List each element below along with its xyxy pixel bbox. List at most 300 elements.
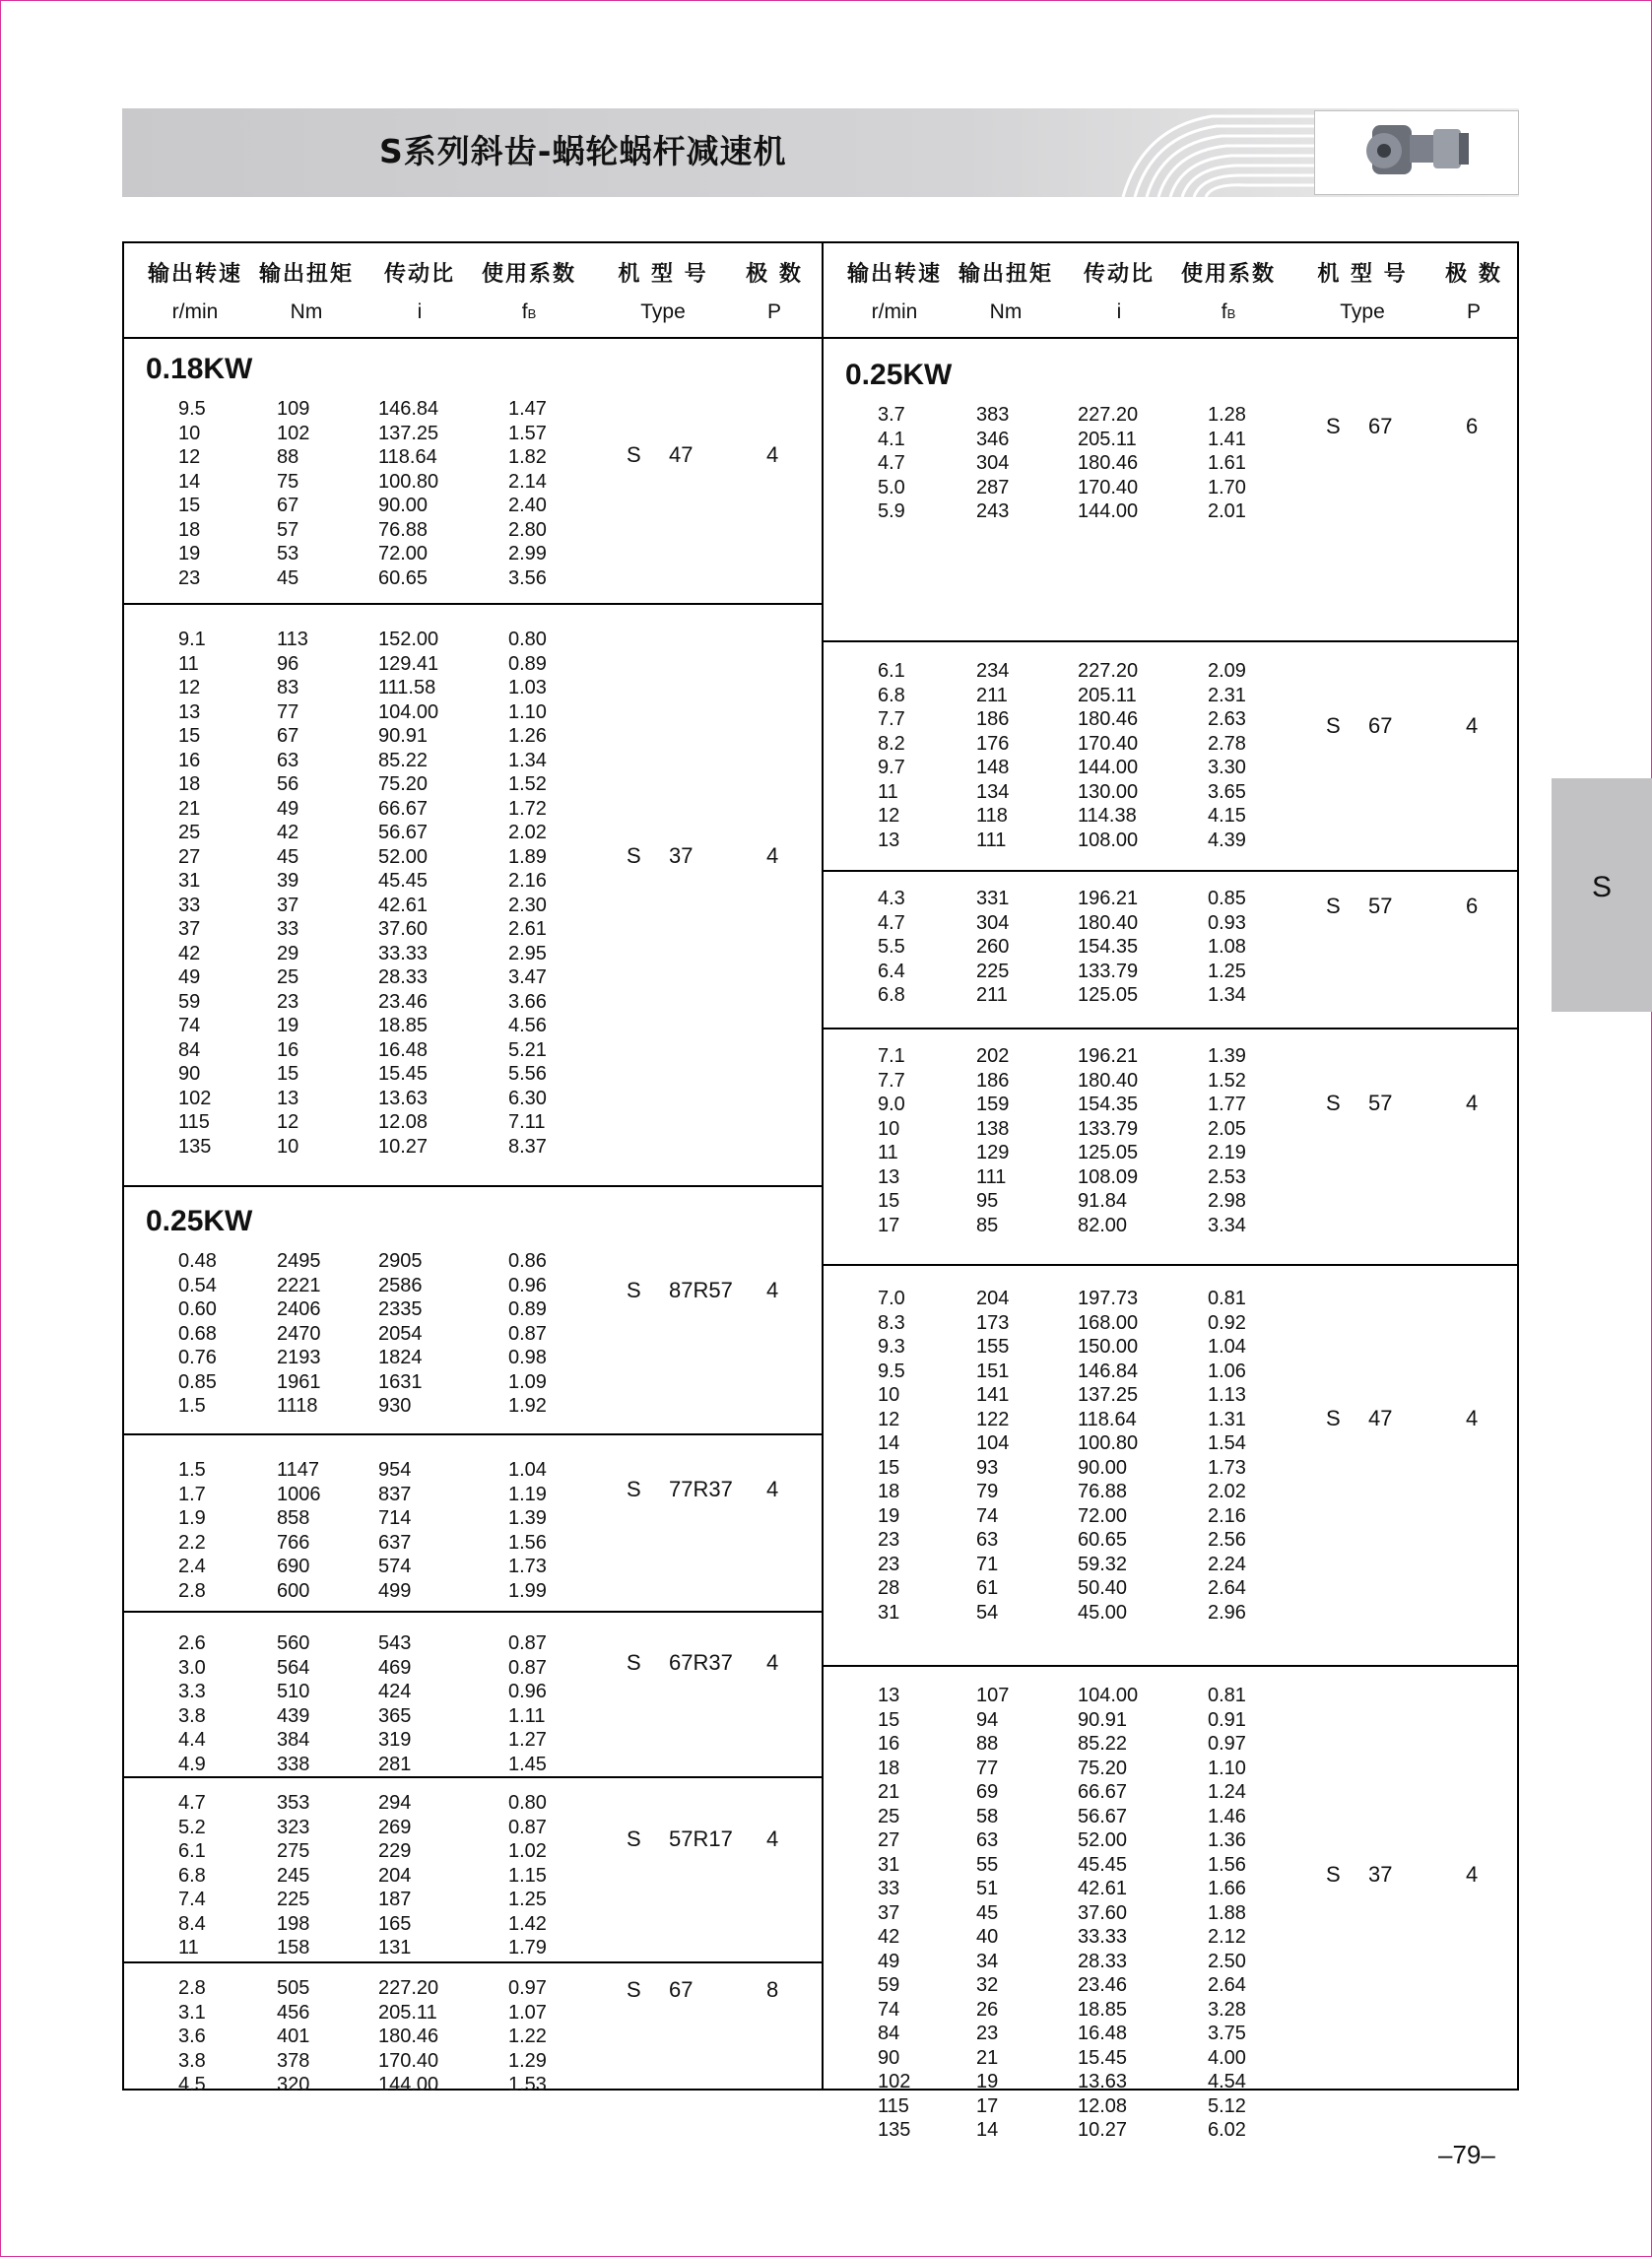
table-row [824,660,1519,685]
torque-value: 51 [976,1878,999,1899]
service-factor-value: 0.92 [1208,1311,1246,1334]
ratio-value: 133.79 [1078,960,1139,982]
service-factor-value: 1.70 [1208,476,1246,498]
service-factor-value: 3.75 [1208,2023,1246,2044]
table-row [124,2050,822,2075]
column-header-en: Type [1340,300,1385,323]
torque-value: 104 [976,1432,1010,1454]
table-row [824,2095,1519,2120]
table-row [824,429,1519,453]
speed-value: 23 [178,566,201,589]
torque-value: 141 [976,1384,1010,1406]
service-factor-value: 1.99 [508,1579,547,1602]
column-header-cn: 传动比 [383,262,455,287]
torque-value: 113 [277,629,308,650]
service-factor-value: 2.40 [508,495,547,516]
service-factor-value: 1.10 [1208,1757,1246,1779]
table-row [824,2119,1519,2144]
ratio-value: 90.00 [1078,1456,1128,1479]
speed-value: 27 [178,845,201,868]
service-factor-value: 1.26 [508,725,547,747]
service-factor-value: 1.46 [1208,1805,1246,1827]
speed-value: 15 [178,495,201,516]
table-row [124,918,822,943]
service-factor-value: 1.73 [1208,1456,1246,1479]
table-row [824,733,1519,758]
table-row [124,773,822,798]
speed-value: 8.3 [878,1311,905,1334]
speed-value: 0.48 [178,1250,217,1272]
speed-value: 12 [178,446,201,468]
column-header-en: r/min [171,300,219,323]
service-factor-value: 7.11 [508,1111,546,1133]
speed-value: 2.2 [178,1531,206,1554]
ratio-value: 144.00 [1078,757,1139,778]
model-series: S [1326,414,1341,438]
speed-value: 6.4 [878,960,905,982]
service-factor-value: 1.29 [508,2049,547,2072]
service-factor-value: 2.99 [508,543,547,564]
ratio-value: 424 [378,1681,412,1702]
table-row [824,1432,1519,1457]
column-header-cn: 极 数 [1445,262,1502,287]
service-factor-value: 1.66 [1208,1878,1246,1899]
torque-value: 304 [976,911,1010,934]
torque-value: 211 [976,984,1008,1006]
torque-value: 564 [277,1656,310,1679]
service-factor-value: 0.93 [1208,911,1246,934]
speed-value: 7.4 [178,1889,206,1910]
torque-value: 15 [277,1063,299,1085]
speed-value: 27 [878,1829,900,1851]
service-factor-value: 6.02 [1208,2119,1246,2141]
table-row [824,1361,1519,1385]
ratio-value: 90.91 [378,725,429,747]
torque-value: 88 [277,446,299,468]
model-size: 37 [1368,1862,1393,1887]
torque-value: 34 [976,1950,999,1972]
ratio-value: 281 [378,1753,412,1775]
ratio-value: 2586 [378,1274,423,1296]
speed-value: 1.7 [178,1483,206,1505]
torque-value: 338 [277,1753,310,1775]
torque-value: 186 [976,1069,1010,1092]
torque-value: 2406 [277,1298,321,1320]
column-header-cn: 输出扭矩 [958,262,1053,287]
torque-value: 107 [976,1685,1010,1706]
table-row [824,1312,1519,1337]
speed-value: 37 [178,918,201,940]
torque-value: 234 [976,660,1010,682]
service-factor-value: 2.98 [1208,1190,1246,1212]
ratio-value: 837 [378,1483,412,1505]
torque-value: 32 [976,1974,999,1996]
service-factor-value: 2.02 [1208,1481,1246,1502]
table-row [824,1118,1519,1143]
service-factor-value: 0.98 [508,1347,547,1368]
torque-value: 67 [277,495,299,516]
service-factor-value: 1.27 [508,1729,547,1751]
ratio-value: 108.00 [1078,829,1139,851]
model-series: S [627,442,641,467]
ratio-value: 18.85 [1078,1998,1128,2021]
speed-value: 0.60 [178,1298,217,1320]
table-row [124,701,822,726]
table-row [824,1951,1519,1975]
torque-value: 102 [277,422,310,444]
spec-rows [124,1792,822,1961]
table-row [824,1045,1519,1070]
service-factor-value: 1.34 [508,749,547,771]
torque-value: 63 [976,1529,999,1551]
table-row [124,446,822,471]
speed-value: 13 [178,700,201,723]
speed-value: 84 [878,2023,900,2044]
torque-value: 85 [976,1214,999,1236]
speed-value: 11 [178,1937,199,1958]
torque-value: 331 [976,888,1010,909]
speed-value: 31 [878,1853,900,1876]
speed-value: 102 [878,2071,911,2092]
ratio-value: 33.33 [1078,1926,1128,1948]
service-factor-value: 1.73 [508,1556,547,1577]
ratio-value: 130.00 [1078,780,1139,803]
table-row [124,423,822,447]
service-factor-value: 0.97 [1208,1733,1246,1755]
model-series: S [1326,1406,1341,1430]
service-factor-value: 1.52 [1208,1069,1246,1092]
speed-value: 102 [178,1087,212,1109]
table-row [124,1507,822,1532]
table-row [124,1063,822,1088]
table-row [824,1142,1519,1166]
table-row [824,1384,1519,1409]
torque-value: 67 [277,725,299,747]
torque-value: 77 [277,700,299,723]
torque-value: 109 [277,398,310,420]
pole-count: 4 [766,1477,779,1501]
table-row [124,1250,822,1275]
table-row [824,1166,1519,1191]
ratio-value: 76.88 [1078,1481,1128,1502]
torque-value: 111 [976,1165,1007,1188]
speed-value: 13 [878,829,900,851]
speed-value: 42 [878,1926,900,1948]
table-row [824,1974,1519,1999]
speed-value: 18 [178,518,201,541]
model-series: S [1326,713,1341,738]
speed-value: 21 [178,797,201,820]
table-row [124,1681,822,1705]
torque-value: 19 [976,2071,999,2092]
ratio-value: 104.00 [1078,1685,1139,1706]
model-size: 77R37 [669,1477,733,1501]
table-row [124,1323,822,1348]
ratio-value: 16.48 [1078,2023,1128,2044]
torque-value: 94 [976,1708,999,1731]
table-row [824,781,1519,806]
table-row [124,398,822,423]
spec-group [824,642,1519,870]
service-factor-value: 1.34 [1208,984,1246,1006]
speed-value: 1.5 [178,1395,206,1417]
ratio-value: 637 [378,1531,412,1554]
torque-value: 29 [277,942,299,964]
torque-value: 1006 [277,1483,321,1505]
speed-value: 25 [178,822,201,843]
torque-value: 74 [976,1504,999,1527]
speed-value: 18 [178,773,201,795]
torque-value: 323 [277,1816,310,1838]
pole-count: 6 [1466,414,1479,438]
torque-value: 10 [277,1135,299,1158]
torque-value: 37 [277,894,299,916]
speed-value: 16 [178,749,201,771]
model-size: 57R17 [669,1826,733,1851]
model-size: 47 [669,442,694,467]
speed-value: 4.1 [878,428,905,450]
torque-value: 260 [976,936,1010,958]
column-header-cn: 输出扭矩 [258,262,354,287]
table-row [824,1481,1519,1505]
speed-value: 0.68 [178,1322,217,1345]
service-factor-value: 2.64 [1208,1974,1246,1996]
service-factor-value: 0.85 [1208,888,1246,909]
table-row [124,1705,822,1730]
column-header-en: Type [640,300,686,323]
ratio-value: 15.45 [1078,2046,1128,2069]
speed-value: 11 [178,652,199,675]
ratio-value: 2905 [378,1250,423,1272]
torque-value: 2221 [277,1274,321,1296]
service-factor-value: 1.04 [1208,1336,1246,1358]
service-factor-value: 3.34 [1208,1214,1246,1236]
power-section-title: 0.25KW [845,359,953,391]
table-row [824,500,1519,525]
service-factor-value: 1.56 [1208,1853,1246,1876]
ratio-value: 59.32 [1078,1553,1128,1575]
table-row [124,677,822,701]
model-size: 87R57 [669,1278,733,1302]
ratio-value: 168.00 [1078,1311,1139,1334]
ratio-value: 50.40 [1078,1577,1128,1599]
torque-value: 56 [277,773,299,795]
torque-value: 63 [976,1829,999,1851]
speed-value: 49 [178,966,201,988]
table-row [124,471,822,496]
table-row [124,1395,822,1420]
ratio-value: 85.22 [378,749,429,771]
ratio-value: 150.00 [1078,1336,1139,1358]
torque-value: 25 [277,966,299,988]
torque-value: 111 [976,829,1007,851]
ratio-value: 180.46 [1078,708,1139,730]
spec-rows [824,660,1519,853]
ratio-value: 118.64 [1078,1408,1137,1430]
ratio-value: 146.84 [1078,1360,1139,1382]
service-factor-value: 1.92 [508,1395,547,1417]
speed-value: 49 [878,1950,900,1972]
column-header-en: r/min [871,300,918,323]
ratio-value: 42.61 [378,894,429,916]
speed-value: 15 [878,1708,900,1731]
pole-count: 4 [1466,1091,1479,1115]
torque-value: 1961 [277,1370,321,1393]
ratio-value: 72.00 [1078,1504,1128,1527]
service-factor-value: 2.61 [508,918,547,940]
spec-rows [824,1288,1519,1626]
ratio-value: 137.25 [378,422,439,444]
model-series: S [1326,1091,1341,1115]
ratio-value: 499 [378,1579,412,1602]
service-factor-value: 1.03 [508,677,547,698]
speed-value: 59 [178,990,201,1013]
torque-value: 71 [976,1553,999,1575]
speed-value: 25 [878,1805,900,1827]
column-header-en: P [1466,300,1481,323]
speed-value: 10 [878,1117,900,1140]
speed-value: 21 [878,1781,900,1803]
torque-value: 39 [277,870,299,892]
service-factor-value: 5.56 [508,1063,547,1085]
ratio-value: 170.40 [1078,732,1139,755]
speed-value: 15 [878,1190,900,1212]
speed-value: 12 [178,677,201,698]
torque-value: 275 [277,1840,310,1862]
column-header-en: fB [1221,300,1236,323]
service-factor-value: 1.24 [1208,1781,1246,1803]
torque-value: 858 [277,1507,310,1529]
service-factor-value: 2.12 [1208,1926,1246,1948]
ratio-value: 114.38 [1078,805,1137,827]
table-row [124,1729,822,1754]
spec-rows [824,404,1519,525]
ratio-value: 154.35 [1078,1094,1139,1115]
ratio-value: 60.65 [1078,1529,1128,1551]
table-row [824,888,1519,912]
speed-value: 90 [878,2046,900,2069]
ratio-value: 37.60 [378,918,429,940]
ratio-value: 129.41 [378,652,439,675]
service-factor-value: 1.25 [1208,960,1246,982]
service-factor-value: 5.12 [1208,2094,1246,2117]
spec-rows [124,1977,822,2098]
table-row [824,2047,1519,2072]
column-header-cn: 使用系数 [1180,262,1276,287]
table-row [824,2071,1519,2095]
torque-value: 151 [976,1360,1010,1382]
table-row [824,1829,1519,1854]
table-row [824,404,1519,429]
table-row [124,629,822,653]
ratio-value: 23.46 [378,990,429,1013]
torque-value: 245 [277,1864,310,1887]
table-row [824,1999,1519,2024]
ratio-value: 45.00 [1078,1601,1128,1624]
table-row [124,567,822,592]
speed-value: 5.9 [878,500,905,522]
table-row [824,805,1519,830]
table-row [824,1554,1519,1578]
service-factor-value: 3.47 [508,966,547,988]
pole-count: 4 [766,843,779,868]
service-factor-value: 1.79 [508,1937,547,1958]
pole-count: 4 [766,1278,779,1302]
torque-value: 14 [976,2119,999,2141]
ratio-value: 180.46 [378,2025,439,2047]
ratio-value: 15.45 [378,1063,429,1085]
table-row [824,1505,1519,1530]
speed-value: 2.4 [178,1556,206,1577]
table-header [124,243,1517,339]
torque-value: 95 [976,1190,999,1212]
speed-value: 14 [178,470,201,493]
column-header-cn: 机 型 号 [618,262,708,287]
table-row [824,1409,1519,1433]
model-size: 67 [669,1977,694,2002]
service-factor-value: 0.81 [1208,1288,1246,1309]
model-size: 67 [1368,414,1393,438]
ratio-value: 18.85 [378,1015,429,1036]
table-row [124,822,822,846]
speed-value: 9.3 [878,1336,905,1358]
speed-value: 115 [878,2094,909,2117]
torque-value: 204 [976,1288,1010,1309]
ratio-value: 205.11 [1078,684,1137,706]
ratio-value: 37.60 [1078,1901,1128,1924]
ratio-value: 23.46 [1078,1974,1128,1996]
torque-value: 26 [976,1998,999,2021]
model-series: S [627,1826,641,1851]
pole-count: 4 [1466,713,1479,738]
table-row [124,895,822,919]
torque-value: 63 [277,749,299,771]
service-factor-value: 2.24 [1208,1553,1246,1575]
table-row [124,1347,822,1371]
pole-count: 4 [766,442,779,467]
table-row [124,653,822,678]
torque-value: 61 [976,1577,999,1599]
ratio-value: 269 [378,1816,412,1838]
torque-value: 690 [277,1556,310,1577]
service-factor-value: 4.15 [1208,805,1246,827]
gearbox-icon [1315,111,1518,194]
speed-value: 3.7 [878,404,905,426]
ratio-value: 13.63 [1078,2071,1128,2092]
torque-value: 57 [277,518,299,541]
torque-value: 138 [976,1117,1010,1140]
service-factor-value: 0.89 [508,1298,547,1320]
ratio-value: 137.25 [1078,1384,1139,1406]
table-row [824,685,1519,709]
service-factor-value: 1.28 [1208,404,1246,426]
pole-count: 6 [1466,894,1479,918]
speed-value: 3.3 [178,1681,206,1702]
torque-value: 42 [277,822,299,843]
service-factor-value: 2.95 [508,942,547,964]
ratio-value: 16.48 [378,1038,429,1061]
service-factor-value: 0.97 [508,1977,547,1999]
ratio-value: 204 [378,1864,412,1887]
model-series: S [627,843,641,868]
spec-group [824,872,1519,1028]
torque-value: 23 [976,2023,999,2044]
ratio-value: 45.45 [378,870,429,892]
table-row [124,1111,822,1136]
ratio-value: 2054 [378,1322,423,1345]
table-row [124,943,822,967]
ratio-value: 930 [378,1395,412,1417]
